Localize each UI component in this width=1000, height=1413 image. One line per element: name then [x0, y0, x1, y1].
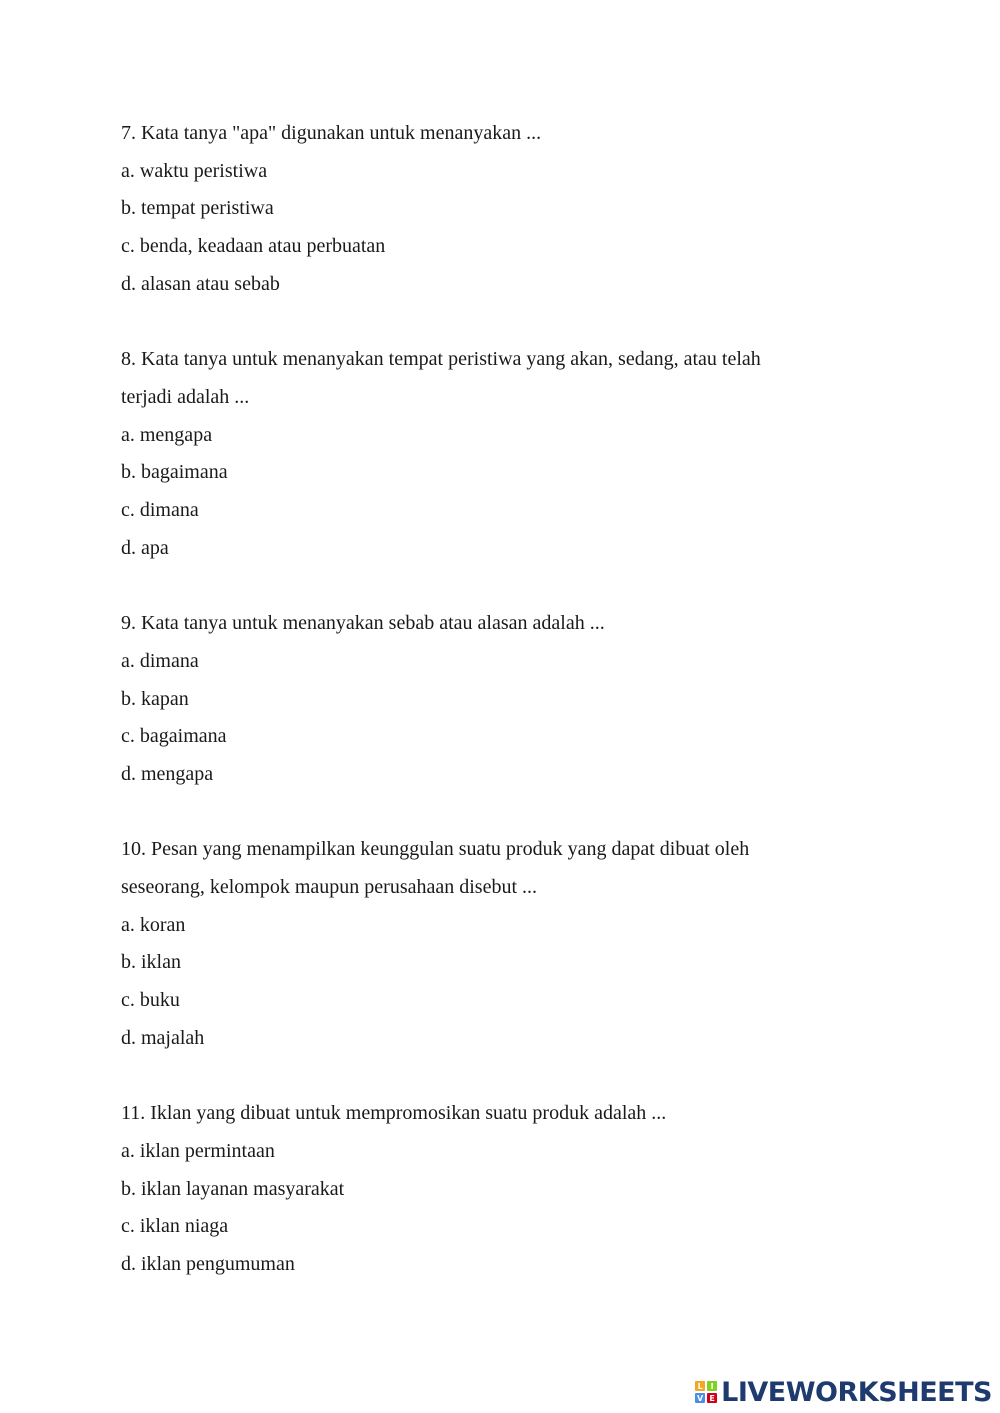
question-text: 10. Pesan yang menampilkan keunggulan suatu produk yang dapat dibuat oleh [121, 838, 750, 861]
brand-name: LIVEWORKSHEETS [721, 1376, 992, 1408]
option-a: a. koran [121, 913, 186, 936]
question-9 [121, 605, 881, 794]
question-text-continued: terjadi adalah ... [121, 385, 250, 408]
option-a: a. dimana [121, 649, 199, 672]
question-text: 8. Kata tanya untuk menanyakan tempat peristiwa yang akan, sedang, atau telah [121, 348, 761, 371]
option-c: c. buku [121, 989, 180, 1012]
option-b: b. iklan [121, 951, 181, 974]
question-7 [121, 115, 881, 304]
logo-cell-l: L [695, 1381, 705, 1391]
option-a: a. mengapa [121, 423, 213, 446]
logo-cell-i: I [707, 1381, 717, 1391]
question-10 [121, 831, 881, 1057]
option-c: c. dimana [121, 499, 199, 522]
logo-mark-icon [695, 1381, 717, 1403]
option-c: c. iklan niaga [121, 1215, 229, 1238]
option-d: d. majalah [121, 1026, 205, 1049]
option-d: d. iklan pengumuman [121, 1253, 295, 1276]
option-d: d. mengapa [121, 762, 214, 785]
option-a: a. waktu peristiwa [121, 159, 268, 182]
option-c: c. bagaimana [121, 725, 227, 748]
option-b: b. bagaimana [121, 461, 228, 484]
question-11 [121, 1095, 881, 1284]
liveworksheets-logo [695, 1375, 992, 1409]
option-c: c. benda, keadaan atau perbuatan [121, 235, 386, 258]
question-text-continued: seseorang, kelompok maupun perusahaan disebut ... [121, 876, 538, 899]
option-b: b. kapan [121, 687, 189, 710]
option-d: d. apa [121, 536, 169, 559]
worksheet [121, 115, 881, 1321]
option-a: a. iklan permintaan [121, 1139, 275, 1162]
logo-cell-v: V [697, 1393, 704, 1403]
option-d: d. alasan atau sebab [121, 272, 280, 295]
option-b: b. iklan layanan masyarakat [121, 1177, 345, 1200]
logo-cell-e: E [707, 1393, 717, 1403]
question-text: 9. Kata tanya untuk menanyakan sebab atau alasan adalah ... [121, 612, 605, 635]
question-text: 7. Kata tanya "apa" digunakan untuk menanyakan ... [121, 122, 542, 144]
option-b: b. tempat peristiwa [121, 197, 274, 220]
question-8 [121, 341, 881, 567]
question-text: 11. Iklan yang dibuat untuk mempromosikan suatu produk adalah ... [121, 1102, 667, 1125]
